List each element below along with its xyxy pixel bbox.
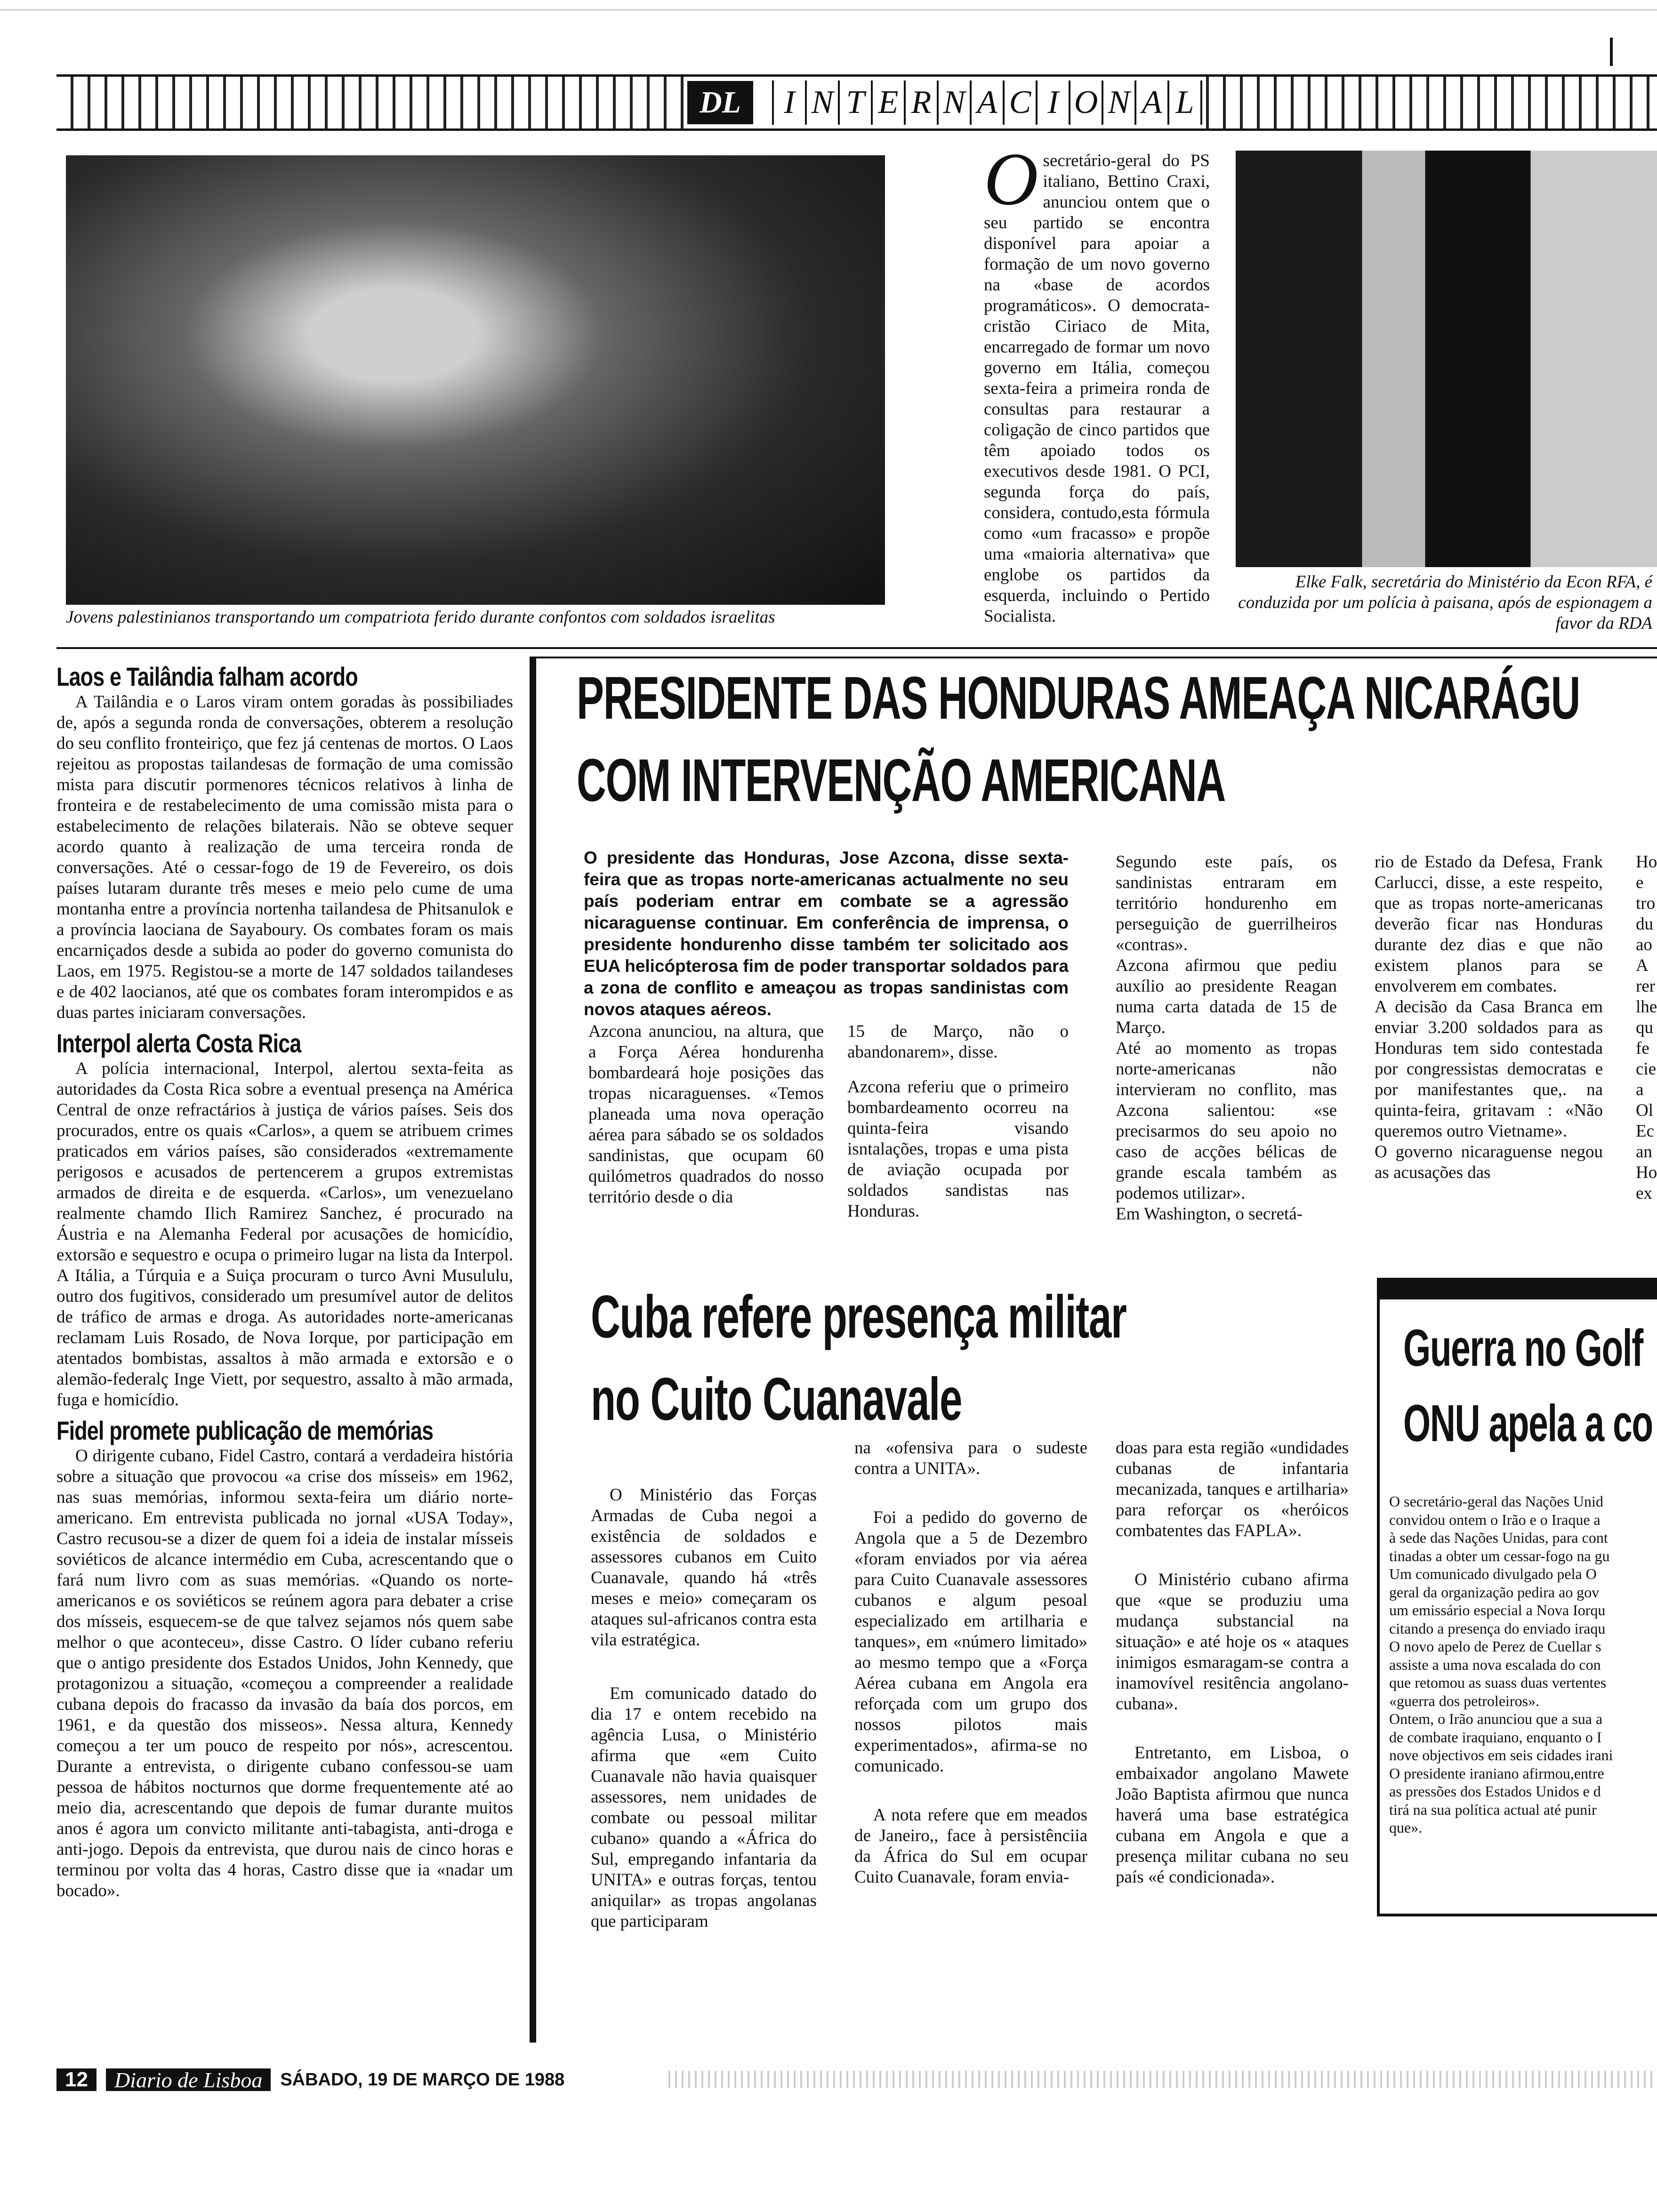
- honduras-col4: [1375, 852, 1603, 1183]
- page-footer: [56, 2068, 664, 2091]
- golfo-line: à sede das Nações Unidas, para cont: [1389, 1529, 1608, 1546]
- cuba-col1-p2: Em comunicado datado do dia 17 e ontem recebido na agência Lusa, o Ministério afirma que «em Cuito Cuanavale não havia quaisquer assessores, nem unidades de combate ou pessoal militar cubano» quando a «África do Sul, empregando infantaria da UNITA» e outras forças, tentou aniquilar» as tropas angolanas que participaram: [591, 1684, 817, 1931]
- briefs-column: [56, 661, 513, 1901]
- honduras-col4-p1: rio de Estado da Defesa, Frank Carlucci, disse, a este respeito, que as tropas norte-americanas deverão ficar nas Honduras durante dez dias e que não existem planos para se envolverem em combates.: [1375, 852, 1603, 996]
- honduras-col5-line: Ho: [1636, 1163, 1657, 1182]
- photo-left-caption: Jovens palestinianos transportando um compatriota ferido durante confontos com soldados israelitas: [66, 608, 775, 627]
- cuba-col2-p1: na «ofensiva para o sudeste contra a UNITA».: [854, 1438, 1087, 1478]
- honduras-headline-1: PRESIDENTE DAS HONDURAS AMEAÇA NICARÁGU: [577, 665, 1580, 732]
- section-letter: N: [1102, 80, 1134, 125]
- golfo-line: que retomou as suass duas vertentes: [1389, 1674, 1607, 1691]
- masthead-logo: DL: [687, 81, 753, 124]
- paper-name: Diario de Lisboa: [106, 2068, 271, 2091]
- honduras-col2-p2: Azcona referiu que o primeiro bombardeamento ocorreu na quinta-feira visando isntalações, tropas e uma pista de aviação ocupada por soldados sandistas nas Honduras.: [847, 1077, 1069, 1221]
- brief-text-interpol: A polícia internacional, Interpol, alertou sexta-feita as autoridades da Costa Rica sobre a eventual presença na América Central de onze refractários à justiça de vários países. Seis dos procurados, entre os quais «Carlos», a quem se atribuem crimes praticados em vários países, são considerados «extremamente perigosos e acusados de pertencerem a grupos extremistas armados de direita e de esquerda. «Carlos», um venezuelano realmente chamdo Ilich Ramirez Sanchez, é procurado na Áustria e na Alemanha Federal por acusações de homicídio, extorsão e sequestro e ocupa o primeiro lugar na lista da Interpol. A Itália, a Túrquia e a Suiça procuram o turco Avni Musululu, outro dos fugitivos, considerado um presumível autor de delitos de tráfico de armas e droga. As autoridades norte-americanas reclamam Luis Rosado, de Nova Iorque, por participação em atentados bombistas, assaltos à mão armada e extorsão e o alemão-federalç Inge Viett, por sequestro, assalto à mão armada, fuga e homicídio.: [56, 1059, 513, 1410]
- cuba-col2: [854, 1438, 1087, 1888]
- honduras-headline-2: COM INTERVENÇÃO AMERICANA: [577, 747, 1226, 814]
- section-letter: N: [937, 80, 970, 125]
- golfo-line: O presidente iraniano afirmou,entre: [1389, 1764, 1604, 1782]
- footer-texture: [668, 2071, 1657, 2088]
- golfo-headline-1: Guerra no Golf: [1403, 1319, 1643, 1377]
- golfo-line: nove objectivos em seis cidades irani: [1389, 1747, 1613, 1763]
- honduras-col5-line: A: [1636, 956, 1649, 975]
- brief-text-fidel: O dirigente cubano, Fidel Castro, contará a verdadeira história sobre a situação que provocou «a crise dos mísseis» em 1962, nas suas memórias, informou sexta-feira um diário norte-americano. Em entrevista publicada no jornal «USA Today», Castro recusou-se a dizer de quem foi a ideia de instalar mísseis soviéticos de alcance intermédio em Cuba, acrescentando que o fará num livro com as suas memórias. «Quando os norte-americanos e os soviéticos se reúnem agora para debater a crise dos mísseis, esquecem-se de que talvez sejamos nós quem sabe melhor o que aconteceu», disse Castro. O líder cubano referiu que o antigo presidente dos Estados Unidos, John Kennedy, que protagonizou a situação, «começou a compreender a realidade cubana depois do fracasso da invasão da baía dos porcos, em 1961, e da questão dos misseos». Nessa altura, Kennedy começou a ter um pouco de respeito por nós», acrescentou. Durante a entrevista, o dirigente cubano confessou-se uam pessoa de hábitos nocturnos que dorme frequentemente até ao meio dia, acrescentando que depois de fumar durante muitos anos é agora um convicto militante anti-tabagista, anti-droga e anti-jogo. Depois da entrevista, que durou nais de cinco horas e terminou por volta das 4 horas, Castro disse que ia «nadar um bocado».: [56, 1446, 513, 1900]
- photo-right-caption: Elke Falk, secretária do Ministério da Econ RFA, é conduzida por um polícia à paisana, após de espionagem a favor da RDA: [1238, 572, 1652, 633]
- brief-title-laos: Laos e Tailândia falham acordo: [56, 662, 358, 691]
- section-letter: T: [838, 80, 871, 125]
- top-edge-rule: [0, 9, 1657, 10]
- brief-title-interpol: Interpol alerta Costa Rica: [56, 1028, 301, 1058]
- honduras-col3-p1: Segundo este país, os sandinistas entraram em território hondurenho em perseguição de guerrilheiros «contras».: [1116, 852, 1337, 954]
- column-rule: [530, 657, 536, 2043]
- golfo-box: [1377, 1278, 1657, 1916]
- honduras-col2-p1: 15 de Março, não o abandonarem», disse.: [847, 1022, 1069, 1062]
- brief-text-laos: A Tailândia e o Laros viram ontem goradas às possibiliades de, após a segunda ronda de conversações, obterem a resolução do seu conflito fronteiriço, que fez já centenas de mortos. O Laos rejeitou as propostas tailandesas de formação de uma comissão mista para discutir pormenores técnicos relativos à linha de fronteira e de restabelecimento de uma comissão mista para o estabelecimento de relações bilaterais. Não se obteve sequer acordo quanto à realização de uma terceira ronda de conversações. Até o cessar-fogo de 19 de Fevereiro, os dois países lutaram durante três meses e meio pelo cume de uma montanha entre a província nortenha tailandesa de Phitsanulok e a província laociana de Sayaboury. Os combates foram os mais encarniçados desde a subida ao poder do governo comunista do Laos, em 1975. Registou-se a morte de 147 soldados tailandeses e de 402 laocianos, até que os combates foram interompidos e as duas partes iniciaram conversações.: [56, 692, 513, 1022]
- golfo-line: O novo apelo de Perez de Cuellar s: [1389, 1638, 1601, 1655]
- golfo-line: que».: [1389, 1819, 1423, 1836]
- honduras-box-rule: [530, 657, 1657, 658]
- golfo-line: tinadas a obter um cessar-fogo na gu: [1389, 1547, 1610, 1564]
- cuba-col1: [591, 1485, 817, 1932]
- brief-title-fidel: Fidel promete publicação de memórias: [56, 1416, 434, 1445]
- section-letter: R: [904, 80, 937, 125]
- honduras-col5-line: ex: [1636, 1184, 1652, 1203]
- photo-elke-falk: [1236, 151, 1657, 567]
- golfo-line: Ontem, o Irão anunciou que a sua a: [1389, 1710, 1603, 1727]
- honduras-col4-p2: A decisão da Casa Branca em enviar 3.200 soldados para as Honduras tem sido contestada por congressistas democratas e por manifestantes que,. na quinta-feira, gritavam : «Não queremos outro Vietname».: [1375, 997, 1603, 1141]
- golfo-line: O secretário-geral das Nações Unid: [1389, 1493, 1603, 1510]
- craxi-dropcap: O: [984, 137, 1038, 221]
- golfo-line: geral da organização pedira ao gov: [1389, 1583, 1600, 1601]
- section-letter: A: [970, 80, 1003, 125]
- section-masthead: [56, 74, 1657, 131]
- golfo-line: «guerra dos petroleiros».: [1389, 1692, 1540, 1709]
- honduras-lead: O presidente das Honduras, Jose Azcona, disse sexta-feira que as tropas norte-americanas actualmente no seu país poderiam entrar em combate se a agressão nicaraguense continuar. Em conferência de imprensa, o presidente hondurenho disse também ter solicitado aos EUA helicópterosa fim de poder transportar soldados para a zona de conflito e ameaçou as tropas sandinistas com novos ataques aéreos.: [584, 848, 1069, 1019]
- honduras-col3: [1116, 852, 1337, 1225]
- section-letter: N: [805, 80, 838, 125]
- section-letter: I: [772, 80, 805, 125]
- honduras-col3-p2: Azcona afirmou que pediu auxílio ao presidente Reagan numa carta datada de 15 de Março.: [1116, 956, 1337, 1037]
- honduras-col5-line: Ho: [1636, 852, 1657, 872]
- honduras-col1: Azcona anunciou, na altura, que a Força Aérea hondurenha bombardeará hoje posições das tropas nicaraguenses. «Temos planeada uma nova operação aérea para sábado se os soldados sandinistas, que ocupam 60 quilómetros quadrados do nosso território desde o dia: [588, 1022, 824, 1207]
- golfo-text: [1389, 1492, 1657, 1837]
- golfo-line: tirá na sua política actual até punir: [1389, 1801, 1597, 1818]
- golfo-line: um emissário especial a Nova Iorqu: [1389, 1602, 1606, 1619]
- section-title: [772, 80, 1202, 125]
- honduras-col5-line: lhe: [1636, 997, 1657, 1017]
- cuba-col3-p2: O Ministério cubano afirma que «que se produziu uma mudança substancial na situação» e até hoje os « ataques inimigos esmaragam-se contra a inamovível resitência angolano-cubana».: [1116, 1570, 1349, 1714]
- honduras-col5-line: du: [1636, 914, 1653, 934]
- honduras-col5-line: e: [1636, 873, 1644, 892]
- masthead-inner: [687, 77, 1202, 128]
- honduras-col5-line: Ol: [1636, 1101, 1653, 1120]
- golfo-headline-2: ONU apela a co: [1403, 1395, 1653, 1452]
- cuba-col3-p3: Entretanto, em Lisboa, o embaixador angolano Mawete João Baptista afirmou que nunca haverá uma base estratégica cubana em Angola e que a presença militar cubana no seu país «é condicionada».: [1116, 1743, 1349, 1887]
- golfo-line: de combate iraquiano, enquanto o I: [1389, 1728, 1602, 1746]
- honduras-col5-line: fe: [1636, 1039, 1649, 1058]
- honduras-col5-line: cie: [1636, 1059, 1657, 1079]
- honduras-col5-line: Ec: [1636, 1122, 1655, 1141]
- section-letter: C: [1003, 80, 1036, 125]
- honduras-col5: [1636, 852, 1657, 1204]
- section-letter: E: [871, 80, 904, 125]
- golfo-line: assiste a uma nova escalada do con: [1389, 1656, 1601, 1673]
- masthead-spacer: [753, 77, 772, 128]
- honduras-col3-p4: Em Washington, o secretá-: [1116, 1204, 1303, 1224]
- issue-date: SÁBADO, 19 DE MARÇO DE 1988: [280, 2069, 565, 2090]
- section-letter: A: [1134, 80, 1167, 125]
- cuba-col2-p2: Foi a pedido do governo de Angola que a 5 de Dezembro «foram enviados por via aérea para Cuito Cuanavale assessores cubanos e algum pesoal especializado em artilharia e tanques», em «número limitado» ao mesmo tempo que a «Força Aérea cubana em Angola era reforçada com um grupo dos nossos pilotos mais experimentados», afirma-se no comunicado.: [854, 1508, 1087, 1776]
- honduras-col4-p3: O governo nicaraguense negou as acusações das: [1375, 1142, 1603, 1182]
- honduras-col5-line: qu: [1636, 1018, 1653, 1037]
- corner-mark: [1610, 38, 1613, 66]
- cuba-headline-2: no Cuito Cuanavale: [591, 1366, 962, 1433]
- cuba-col1-p1: O Ministério das Forças Armadas de Cuba negoi a existência de soldados e assessores cubanos em Cuito Cuanavale, quando há «três meses e meio» começaram os ataques sul-africanos contra esta vila estratégica.: [591, 1485, 817, 1650]
- golfo-line: citando a presença do enviado iraqu: [1389, 1619, 1606, 1637]
- honduras-col5-line: ao: [1636, 935, 1652, 954]
- honduras-col5-line: an: [1636, 1142, 1652, 1162]
- golfo-line: as pressões dos Estados Unidos e d: [1389, 1783, 1601, 1800]
- caption-divider: [56, 647, 1657, 649]
- section-letter: O: [1069, 80, 1102, 125]
- cuba-col2-p3: A nota refere que em meados de Janeiro,, face à persistênciia da África do Sul em ocupar Cuito Cuanavale, foram envia-: [854, 1805, 1087, 1887]
- honduras-col5-line: tro: [1636, 894, 1656, 913]
- honduras-col2: [847, 1021, 1069, 1222]
- cuba-col3: [1116, 1438, 1349, 1888]
- page-number: 12: [56, 2068, 97, 2091]
- cuba-headline-1: Cuba refere presença militar: [591, 1283, 1126, 1351]
- photo-palestinians: [66, 155, 885, 605]
- honduras-col3-p3: Até ao momento as tropas norte-americanas não intervieram no conflito, mas Azcona salientou: «se precisarmos do seu apoio no caso de acções bélicas de grande escala também as podemos utilizar».: [1116, 1039, 1337, 1203]
- golfo-line: Um comunicado divulgado pela O: [1389, 1565, 1597, 1582]
- craxi-text: secretário-geral do PS italiano, Bettino Craxi, anunciou ontem que o seu partido se encontra disponível para apoiar a formação de um novo governo na «base de acordos programáticos». O democrata-cristão Ciriaco de Mita, encarregado de formar um novo governo em Itália, começou sexta-feira a primeira ronda de consultas para restaurar a coligação de cinco partidos que têm apoiado todos os executivos desde 1981. O PCI, segunda força do país, considera, contudo,esta fórmula como «um fracasso» e propõe uma «maioria alternativa» que englobe os partidos da esquerda, incluindo o Pertido Socialista.: [984, 151, 1210, 626]
- craxi-story: [984, 137, 1210, 627]
- golfo-line: convidou ontem o Irão e o Iraque a: [1389, 1511, 1601, 1528]
- honduras-col5-line: a: [1636, 1080, 1644, 1099]
- section-letter: I: [1036, 80, 1069, 125]
- cuba-col3-p1: doas para esta região «undidades cubanas de infantaria mecanizada, tanques e artilharia» para reforçar os «heróicos combatentes das FAPLA».: [1116, 1438, 1349, 1540]
- golfo-box-topbar: [1380, 1281, 1657, 1299]
- honduras-col5-line: rer: [1636, 977, 1656, 996]
- section-letter: L: [1167, 80, 1202, 125]
